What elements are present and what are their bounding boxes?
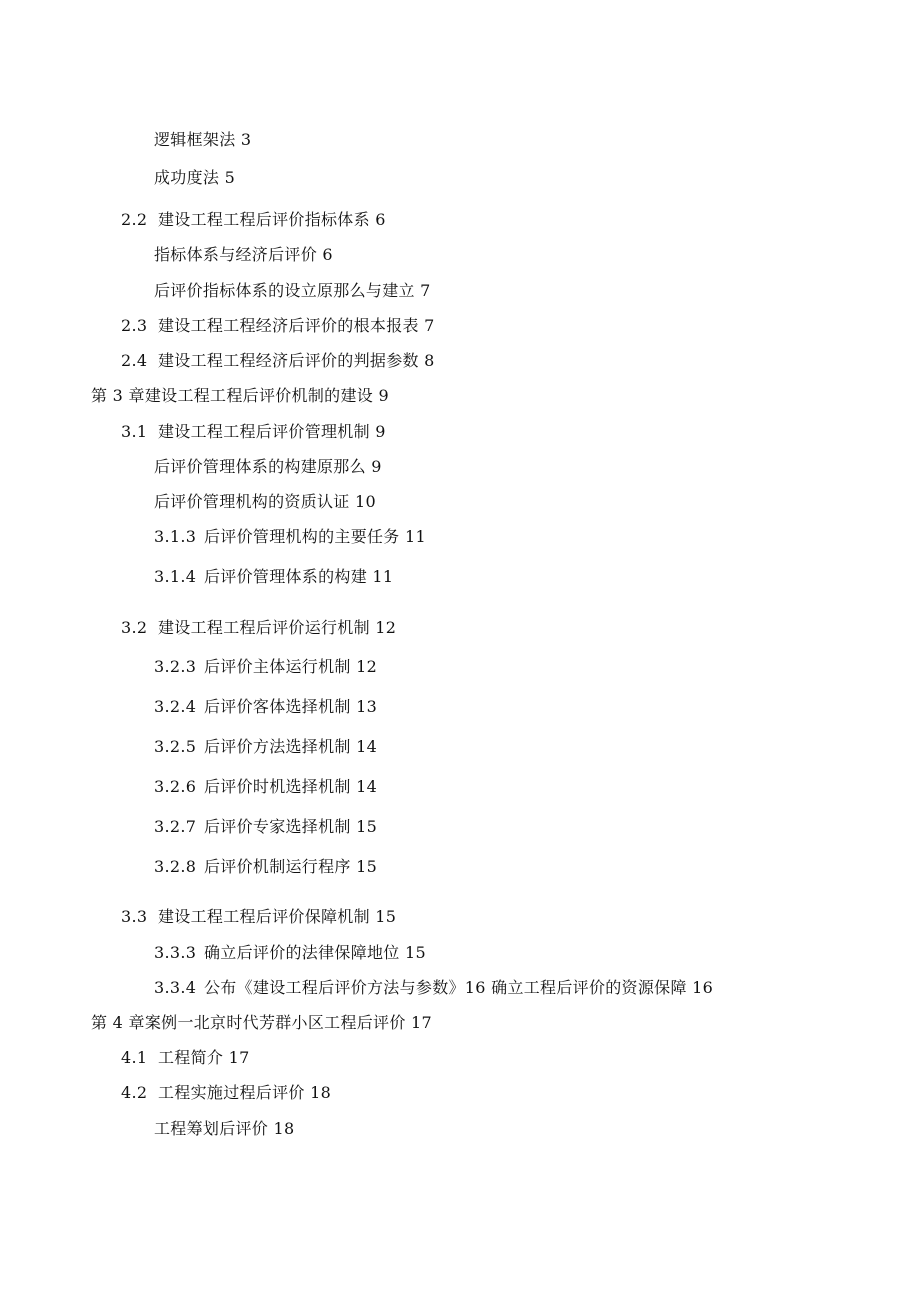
toc-entry-number: 2.2 [121,210,148,229]
toc-entry-text: 后评价管理体系的构建原那么 9 [154,457,382,476]
toc-entry [121,210,386,230]
toc-entry-number: 3.3.3 [154,943,197,962]
toc-chapter-text: 第 3 章建设工程工程后评价机制的建设 9 [91,386,389,405]
toc-entry-number: 3.2.8 [154,857,197,876]
toc-entry [121,618,396,638]
toc-entry [154,657,377,677]
toc-entry-text: 逻辑框架法 3 [154,130,252,149]
toc-entry [121,1083,331,1103]
toc-entry-text: 建设工程工程后评价管理机制 9 [158,422,386,441]
toc-entry-number: 3.2.4 [154,697,197,716]
toc-entry-number: 3.2.7 [154,817,197,836]
toc-entry [154,737,377,757]
toc-entry-number: 3.2 [121,618,148,637]
toc-entry [121,316,435,336]
toc-entry [154,492,376,512]
toc-chapter [91,386,389,406]
toc-entry-text: 成功度法 5 [154,168,236,187]
toc-entry-text: 指标体系与经济后评价 6 [154,245,333,264]
toc-entry-text: 后评价机制运行程序 15 [204,857,378,876]
toc-entry-text: 后评价方法选择机制 14 [204,737,378,756]
toc-entry-text: 建设工程工程后评价保障机制 15 [158,907,397,926]
toc-entry-number: 3.3 [121,907,148,926]
toc-entry-number: 3.1.3 [154,527,197,546]
toc-entry-number: 2.4 [121,351,148,370]
toc-entry-number: 4.1 [121,1048,148,1067]
toc-entry [154,978,713,998]
toc-entry-number: 2.3 [121,316,148,335]
toc-entry-number: 3.2.3 [154,657,197,676]
toc-entry-number: 4.2 [121,1083,148,1102]
toc-entry-text: 后评价指标体系的设立原那么与建立 7 [154,281,431,300]
toc-entry [154,281,431,301]
toc-chapter-text: 第 4 章案例一北京时代芳群小区工程后评价 17 [91,1013,432,1032]
toc-entry [121,351,435,371]
toc-entry-text: 建设工程工程经济后评价的判据参数 8 [158,351,435,370]
toc-entry-text: 工程实施过程后评价 18 [158,1083,332,1102]
toc-entry-number: 3.1.4 [154,567,197,586]
toc-entry-text: 后评价主体运行机制 12 [204,657,378,676]
toc-entry-number: 3.3.4 [154,978,197,997]
toc-entry-text: 后评价客体选择机制 13 [204,697,378,716]
toc-entry [154,245,333,265]
toc-entry-text: 后评价管理机构的资质认证 10 [154,492,376,511]
toc-entry [121,907,396,927]
toc-entry [121,1048,250,1068]
toc-entry-text: 建设工程工程经济后评价的根本报表 7 [158,316,435,335]
toc-entry-text: 后评价时机选择机制 14 [204,777,378,796]
toc-entry [154,697,377,717]
toc-entry [154,130,251,150]
toc-entry-number: 3.2.6 [154,777,197,796]
toc-entry [154,817,377,837]
toc-entry [154,527,426,547]
toc-entry-number: 3.2.5 [154,737,197,756]
toc-entry-text: 后评价专家选择机制 15 [204,817,378,836]
toc-entry [154,168,235,188]
toc-entry-text: 建设工程工程后评价指标体系 6 [158,210,386,229]
toc-entry [121,422,386,442]
toc-entry-text: 后评价管理机构的主要任务 11 [204,527,426,546]
toc-chapter [91,1013,432,1033]
toc-entry [154,1119,294,1139]
toc-entry-number: 3.1 [121,422,148,441]
toc-entry [154,457,382,477]
toc-entry-text: 公布《建设工程后评价方法与参数》16 确立工程后评价的资源保障 16 [204,978,714,997]
toc-entry [154,567,393,587]
toc-entry-text: 确立后评价的法律保障地位 15 [204,943,426,962]
toc-entry-text: 工程简介 17 [158,1048,250,1067]
toc-entry-text: 建设工程工程后评价运行机制 12 [158,618,397,637]
toc-entry-text: 后评价管理体系的构建 11 [204,567,394,586]
toc-entry [154,857,377,877]
toc-entry-text: 工程筹划后评价 18 [154,1119,295,1138]
toc-entry [154,943,426,963]
toc-entry [154,777,377,797]
